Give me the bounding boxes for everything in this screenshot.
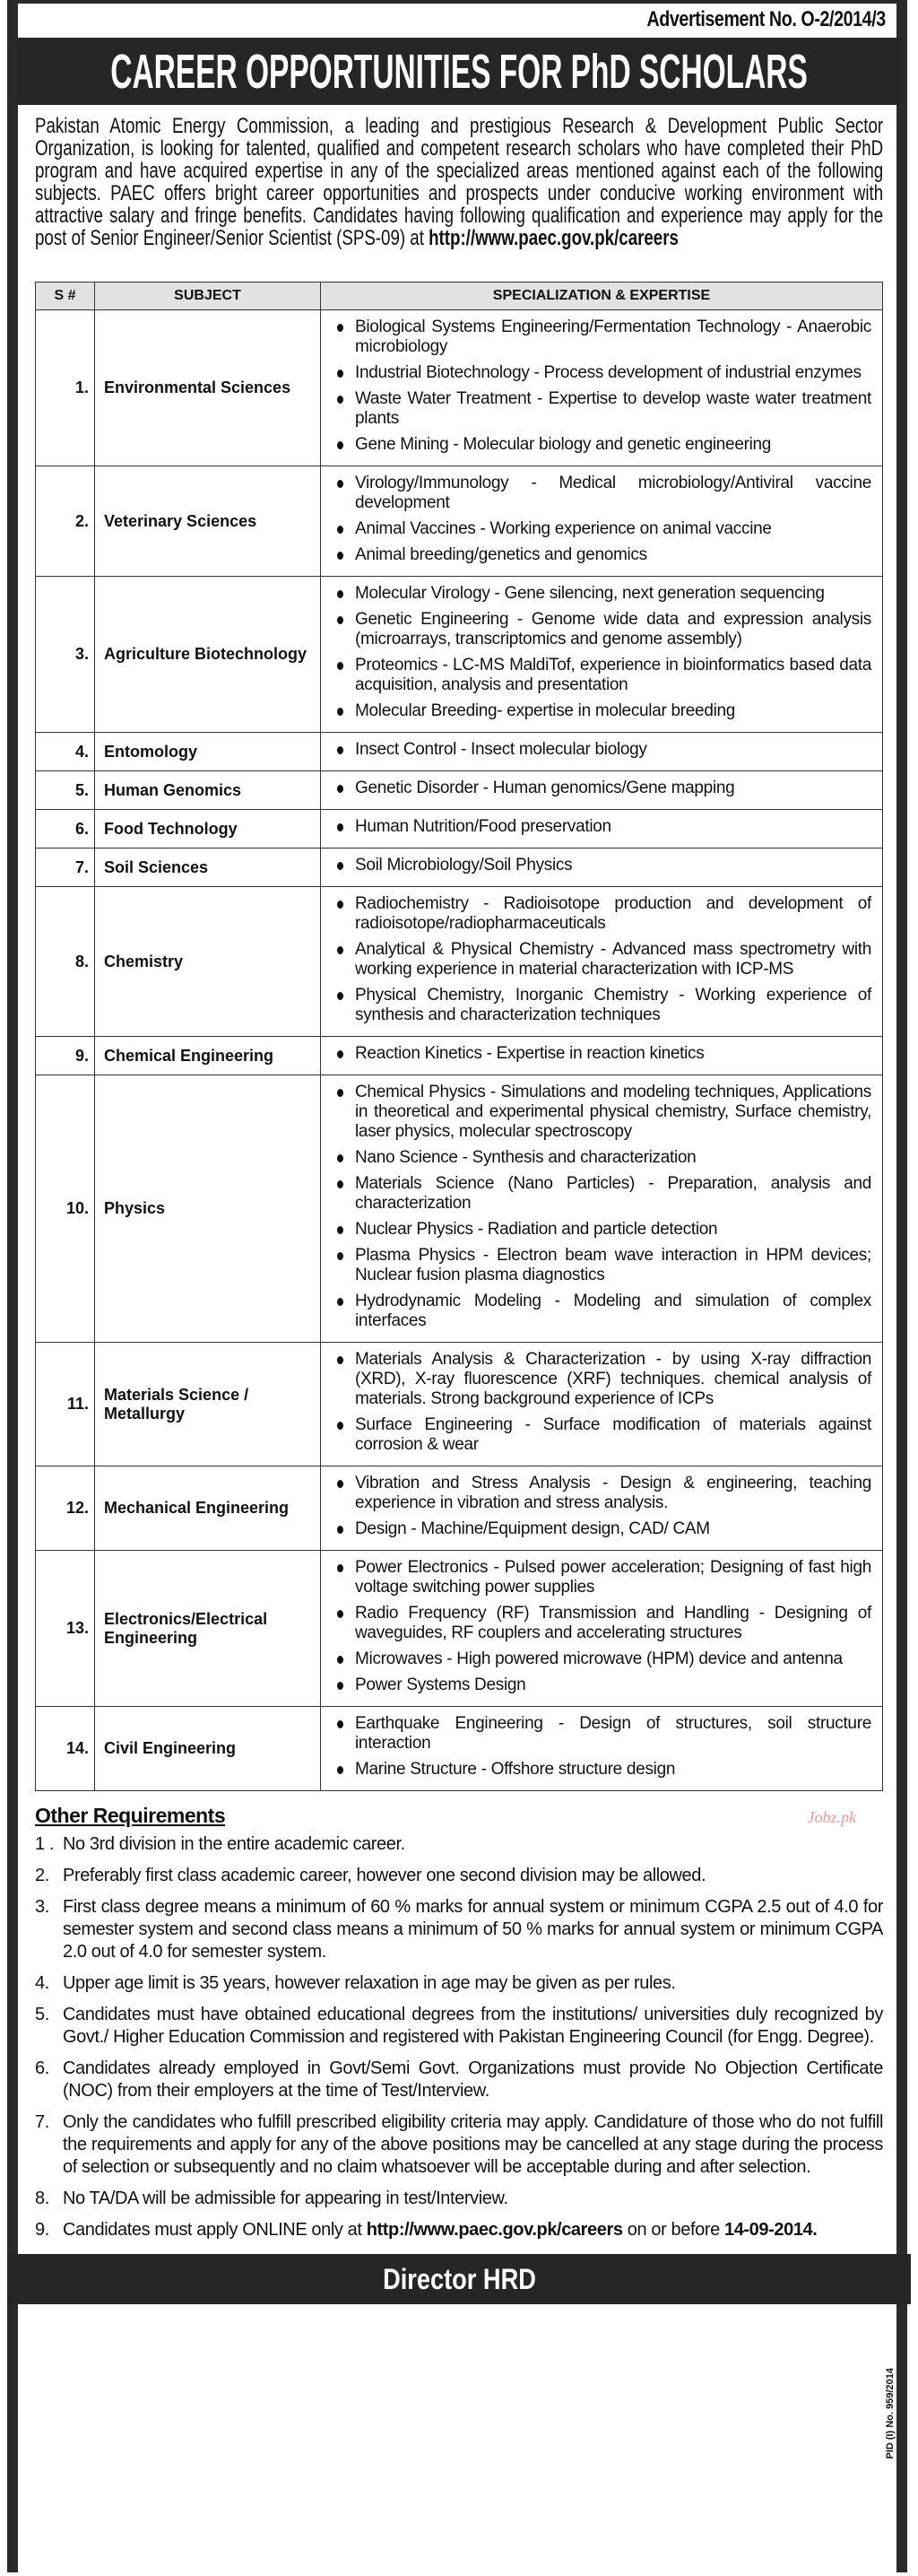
requirement-item (35, 1972, 883, 1995)
serial-number: 12. (36, 1466, 95, 1551)
requirement-text: Candidates already employed in Govt/Semi Govt. Organizations must provide No Objection Certificate (NOC) from their employers at the time of Test/Interview. (63, 2058, 883, 2101)
table-row (36, 771, 883, 810)
requirement-text: First class degree means a minimum of 60 % marks for annual system or minimum CGPA 2.5 out of 4.0 for semester system and second class means a minimum of 50 % marks for annual system or minimum CGPA 2.0 out of 4.0 for semester system. (63, 1897, 883, 1962)
table-row (36, 887, 883, 1037)
table-row (36, 733, 883, 771)
careers-link[interactable]: http://www.paec.gov.pk/careers (366, 2220, 623, 2240)
specialization-item: Marine Structure - Offshore structure design (333, 1760, 871, 1780)
requirement-number: 1 . (35, 1834, 55, 1854)
specialization-item: Power Systems Design (333, 1675, 871, 1695)
requirements-heading: Other Requirements (35, 1804, 226, 1827)
table-row (36, 1707, 883, 1791)
specialization-item: Soil Microbiology/Soil Physics (333, 856, 871, 875)
requirement-text: Only the candidates who fulfill prescribed eligibility criteria may apply. Candidature of those who do not fulfill the requirements and apply for any of the above positions may be cancelled at any stage during the process of selection or subsequently and no claim whatsoever will be acceptable during and after selection. (63, 2112, 883, 2177)
subject-name: Environmental Sciences (95, 310, 321, 466)
serial-number: 14. (36, 1707, 95, 1791)
requirement-text: Candidates must apply ONLINE only at (63, 2220, 367, 2240)
requirement-item (35, 2004, 883, 2049)
requirement-item (35, 2058, 883, 2102)
specialization-item: Biological Systems Engineering/Fermentation Technology - Anaerobic microbiology (333, 318, 871, 357)
subject-name: Entomology (95, 733, 321, 771)
table-row (36, 310, 883, 466)
specialization-cell (321, 577, 883, 733)
advertisement-number: Advertisement No. O-2/2014/3 (646, 7, 886, 31)
specialization-cell (321, 771, 883, 810)
careers-link[interactable]: http://www.paec.gov.pk/careers (429, 226, 679, 250)
requirement-number: 6. (35, 2058, 49, 2078)
table-row (36, 466, 883, 577)
header-sn: S # (36, 283, 95, 310)
serial-number: 9. (36, 1037, 95, 1075)
serial-number: 8. (36, 887, 95, 1037)
pid-number (885, 2368, 896, 2459)
specialization-item: Nano Science - Synthesis and characterization (333, 1148, 871, 1168)
specialization-item: Gene Mining - Molecular biology and genetic engineering (333, 435, 871, 455)
specialization-item: Analytical & Physical Chemistry - Advanced mass spectrometry with working experience in material characterization with ICP-MS (333, 940, 871, 979)
specialization-item: Genetic Disorder - Human genomics/Gene mapping (333, 779, 871, 798)
subject-name: Veterinary Sciences (95, 466, 321, 577)
requirement-item (35, 1865, 883, 1887)
subject-name: Chemical Engineering (95, 1037, 321, 1075)
specialization-cell (321, 733, 883, 771)
subject-name: Food Technology (95, 810, 321, 849)
table-row (36, 1037, 883, 1075)
subjects-table (35, 282, 883, 1791)
serial-number: 2. (36, 466, 95, 577)
specialization-item: Materials Analysis & Characterization - by using X-ray diffraction (XRD), X-ray fluorescence (XRF) techniques. chemical analysis of materials. Strong background experience of ICPs (333, 1350, 871, 1409)
subject-name: Soil Sciences (95, 849, 321, 887)
specialization-cell (321, 1466, 883, 1551)
specialization-item: Materials Science (Nano Particles) - Preparation, analysis and characterization (333, 1174, 871, 1214)
requirement-number: 3. (35, 1897, 49, 1917)
specialization-cell (321, 310, 883, 466)
table-row (36, 1075, 883, 1343)
subject-name: Agriculture Biotechnology (95, 577, 321, 733)
requirement-text: No 3rd division in the entire academic career. (63, 1834, 405, 1854)
watermark: Jobz.pk (807, 1808, 856, 1826)
specialization-item: Hydrodynamic Modeling - Modeling and simulation of complex interfaces (333, 1292, 871, 1331)
specialization-item: Molecular Breeding- expertise in molecular breeding (333, 701, 871, 721)
specialization-cell (321, 1707, 883, 1791)
deadline-date: 14-09-2014. (723, 2220, 818, 2240)
specialization-cell (321, 849, 883, 887)
subject-name: Human Genomics (95, 771, 321, 810)
serial-number: 10. (36, 1075, 95, 1343)
subject-name: Materials Science / Metallurgy (95, 1343, 321, 1466)
specialization-item: Chemical Physics - Simulations and modeling techniques, Applications in theoretical and experimental physical chemistry, Surface chemistry, laser physics, molecular spectroscopy (333, 1083, 871, 1142)
requirement-number: 7. (35, 2112, 49, 2132)
specialization-item: Microwaves - High powered microwave (HPM) device and antenna (333, 1649, 871, 1669)
specialization-item: Physical Chemistry, Inorganic Chemistry - Working experience of synthesis and characterization techniques (333, 986, 871, 1025)
specialization-cell (321, 1343, 883, 1466)
serial-number: 6. (36, 810, 95, 849)
requirement-text: Candidates must have obtained educational degrees from the institutions/ universities duly recognized by Govt./ Higher Education Commission and registered with Pakistan Engineering Council (for Engg. Degree). (63, 2005, 883, 2047)
requirement-number: 2. (35, 1866, 49, 1885)
requirement-number: 4. (35, 1973, 49, 1993)
specialization-item: Virology/Immunology - Medical microbiology/Antiviral vaccine development (333, 474, 871, 513)
header-subject: SUBJECT (95, 283, 321, 310)
table-row (36, 1551, 883, 1707)
table-row (36, 577, 883, 733)
specialization-item: Animal breeding/genetics and genomics (333, 545, 871, 565)
main-content (35, 0, 883, 2241)
specialization-item: Waste Water Treatment - Expertise to develop waste water treatment plants (333, 389, 871, 429)
header-specialization: SPECIALIZATION & EXPERTISE (321, 283, 883, 310)
signatory: Director HRD (382, 2262, 536, 2295)
specialization-item: Design - Machine/Equipment design, CAD/ CAM (333, 1519, 871, 1539)
specialization-cell (321, 466, 883, 577)
specialization-item: Genetic Engineering - Genome wide data and expression analysis (microarrays, transcriptomics and genome assembly) (333, 610, 871, 649)
serial-number: 7. (36, 849, 95, 887)
serial-number: 1. (36, 310, 95, 466)
serial-number: 4. (36, 733, 95, 771)
specialization-item: Insect Control - Insect molecular biology (333, 740, 871, 760)
serial-number: 5. (36, 771, 95, 810)
requirements-heading-row (35, 1804, 883, 1828)
specialization-item: Molecular Virology - Gene silencing, next generation sequencing (333, 584, 871, 604)
subject-name: Electronics/Electrical Engineering (95, 1551, 321, 1707)
specialization-cell (321, 810, 883, 849)
specialization-cell (321, 1075, 883, 1343)
other-requirements (35, 1804, 883, 2241)
subject-name: Mechanical Engineering (95, 1466, 321, 1551)
serial-number: 3. (36, 577, 95, 733)
requirement-text: No TA/DA will be admissible for appearing in test/Interview. (63, 2189, 508, 2208)
page-title: CAREER OPPORTUNITIES FOR PhD SCHOLARS (110, 44, 808, 99)
serial-number: 13. (36, 1551, 95, 1707)
pid-text: PID (I) No. 959/2014 (885, 2368, 896, 2459)
requirement-number: 5. (35, 2005, 49, 2024)
requirement-item (35, 1896, 883, 1963)
specialization-item: Reaction Kinetics - Expertise in reaction kinetics (333, 1044, 871, 1064)
requirement-number: 9. (35, 2220, 49, 2240)
table-row (36, 810, 883, 849)
requirement-item (35, 2188, 883, 2210)
table-row (36, 849, 883, 887)
requirement-text: Preferably first class academic career, however one second division may be allowed. (63, 1866, 706, 1885)
specialization-item: Radiochemistry - Radioisotope production and development of radioisotope/radiopharmaceuticals (333, 894, 871, 934)
intro-text: Pakistan Atomic Energy Commission, a leading and prestigious Research & Development Public Sector Organization, is looking for talented, qualified and competent research scholars who have completed their PhD program and have acquired expertise in any of the specialized areas mentioned against each of the following subjects. PAEC offers bright career opportunities and prospects under conducive working environment with attractive salary and fringe benefits. Candidates having following qualification and experience may apply for the post of Senior Engineer/Senior Scientist (SPS-09) at (35, 114, 884, 250)
specialization-item: Proteomics - LC-MS MaldiTof, experience in bioinformatics based data acquisition, analysis and presentation (333, 656, 871, 695)
requirement-number: 8. (35, 2189, 49, 2208)
table-row (36, 1343, 883, 1466)
specialization-cell (321, 1037, 883, 1075)
specialization-item: Power Electronics - Pulsed power acceleration; Designing of fast high voltage switching power supplies (333, 1558, 871, 1597)
specialization-item: Radio Frequency (RF) Transmission and Handling - Designing of waveguides, RF couplers and accelerating structures (333, 1604, 871, 1643)
serial-number: 11. (36, 1343, 95, 1466)
requirement-text: on or before (622, 2220, 724, 2240)
requirement-item (35, 2219, 883, 2241)
specialization-cell (321, 887, 883, 1037)
subject-name: Civil Engineering (95, 1707, 321, 1791)
specialization-item: Animal Vaccines - Working experience on animal vaccine (333, 519, 871, 539)
specialization-item: Surface Engineering - Surface modification of materials against corrosion & wear (333, 1415, 871, 1455)
specialization-item: Plasma Physics - Electron beam wave interaction in HPM devices; Nuclear fusion plasma diagnostics (333, 1246, 871, 1285)
requirement-item (35, 1833, 883, 1856)
subject-name: Physics (95, 1075, 321, 1343)
table-header (36, 283, 883, 310)
specialization-item: Earthquake Engineering - Design of structures, soil structure interaction (333, 1714, 871, 1754)
footer-banner (7, 2254, 911, 2304)
subject-name: Chemistry (95, 887, 321, 1037)
requirement-text: Upper age limit is 35 years, however relaxation in age may be given as per rules. (63, 1973, 676, 1993)
requirement-item (35, 2111, 883, 2179)
specialization-item: Industrial Biotechnology - Process development of industrial enzymes (333, 363, 871, 383)
specialization-item: Vibration and Stress Analysis - Design & engineering, teaching experience in vibration and stress analysis. (333, 1474, 871, 1513)
table-row (36, 1466, 883, 1551)
specialization-item: Nuclear Physics - Radiation and particle detection (333, 1220, 871, 1240)
specialization-item: Human Nutrition/Food preservation (333, 817, 871, 837)
specialization-cell (321, 1551, 883, 1707)
